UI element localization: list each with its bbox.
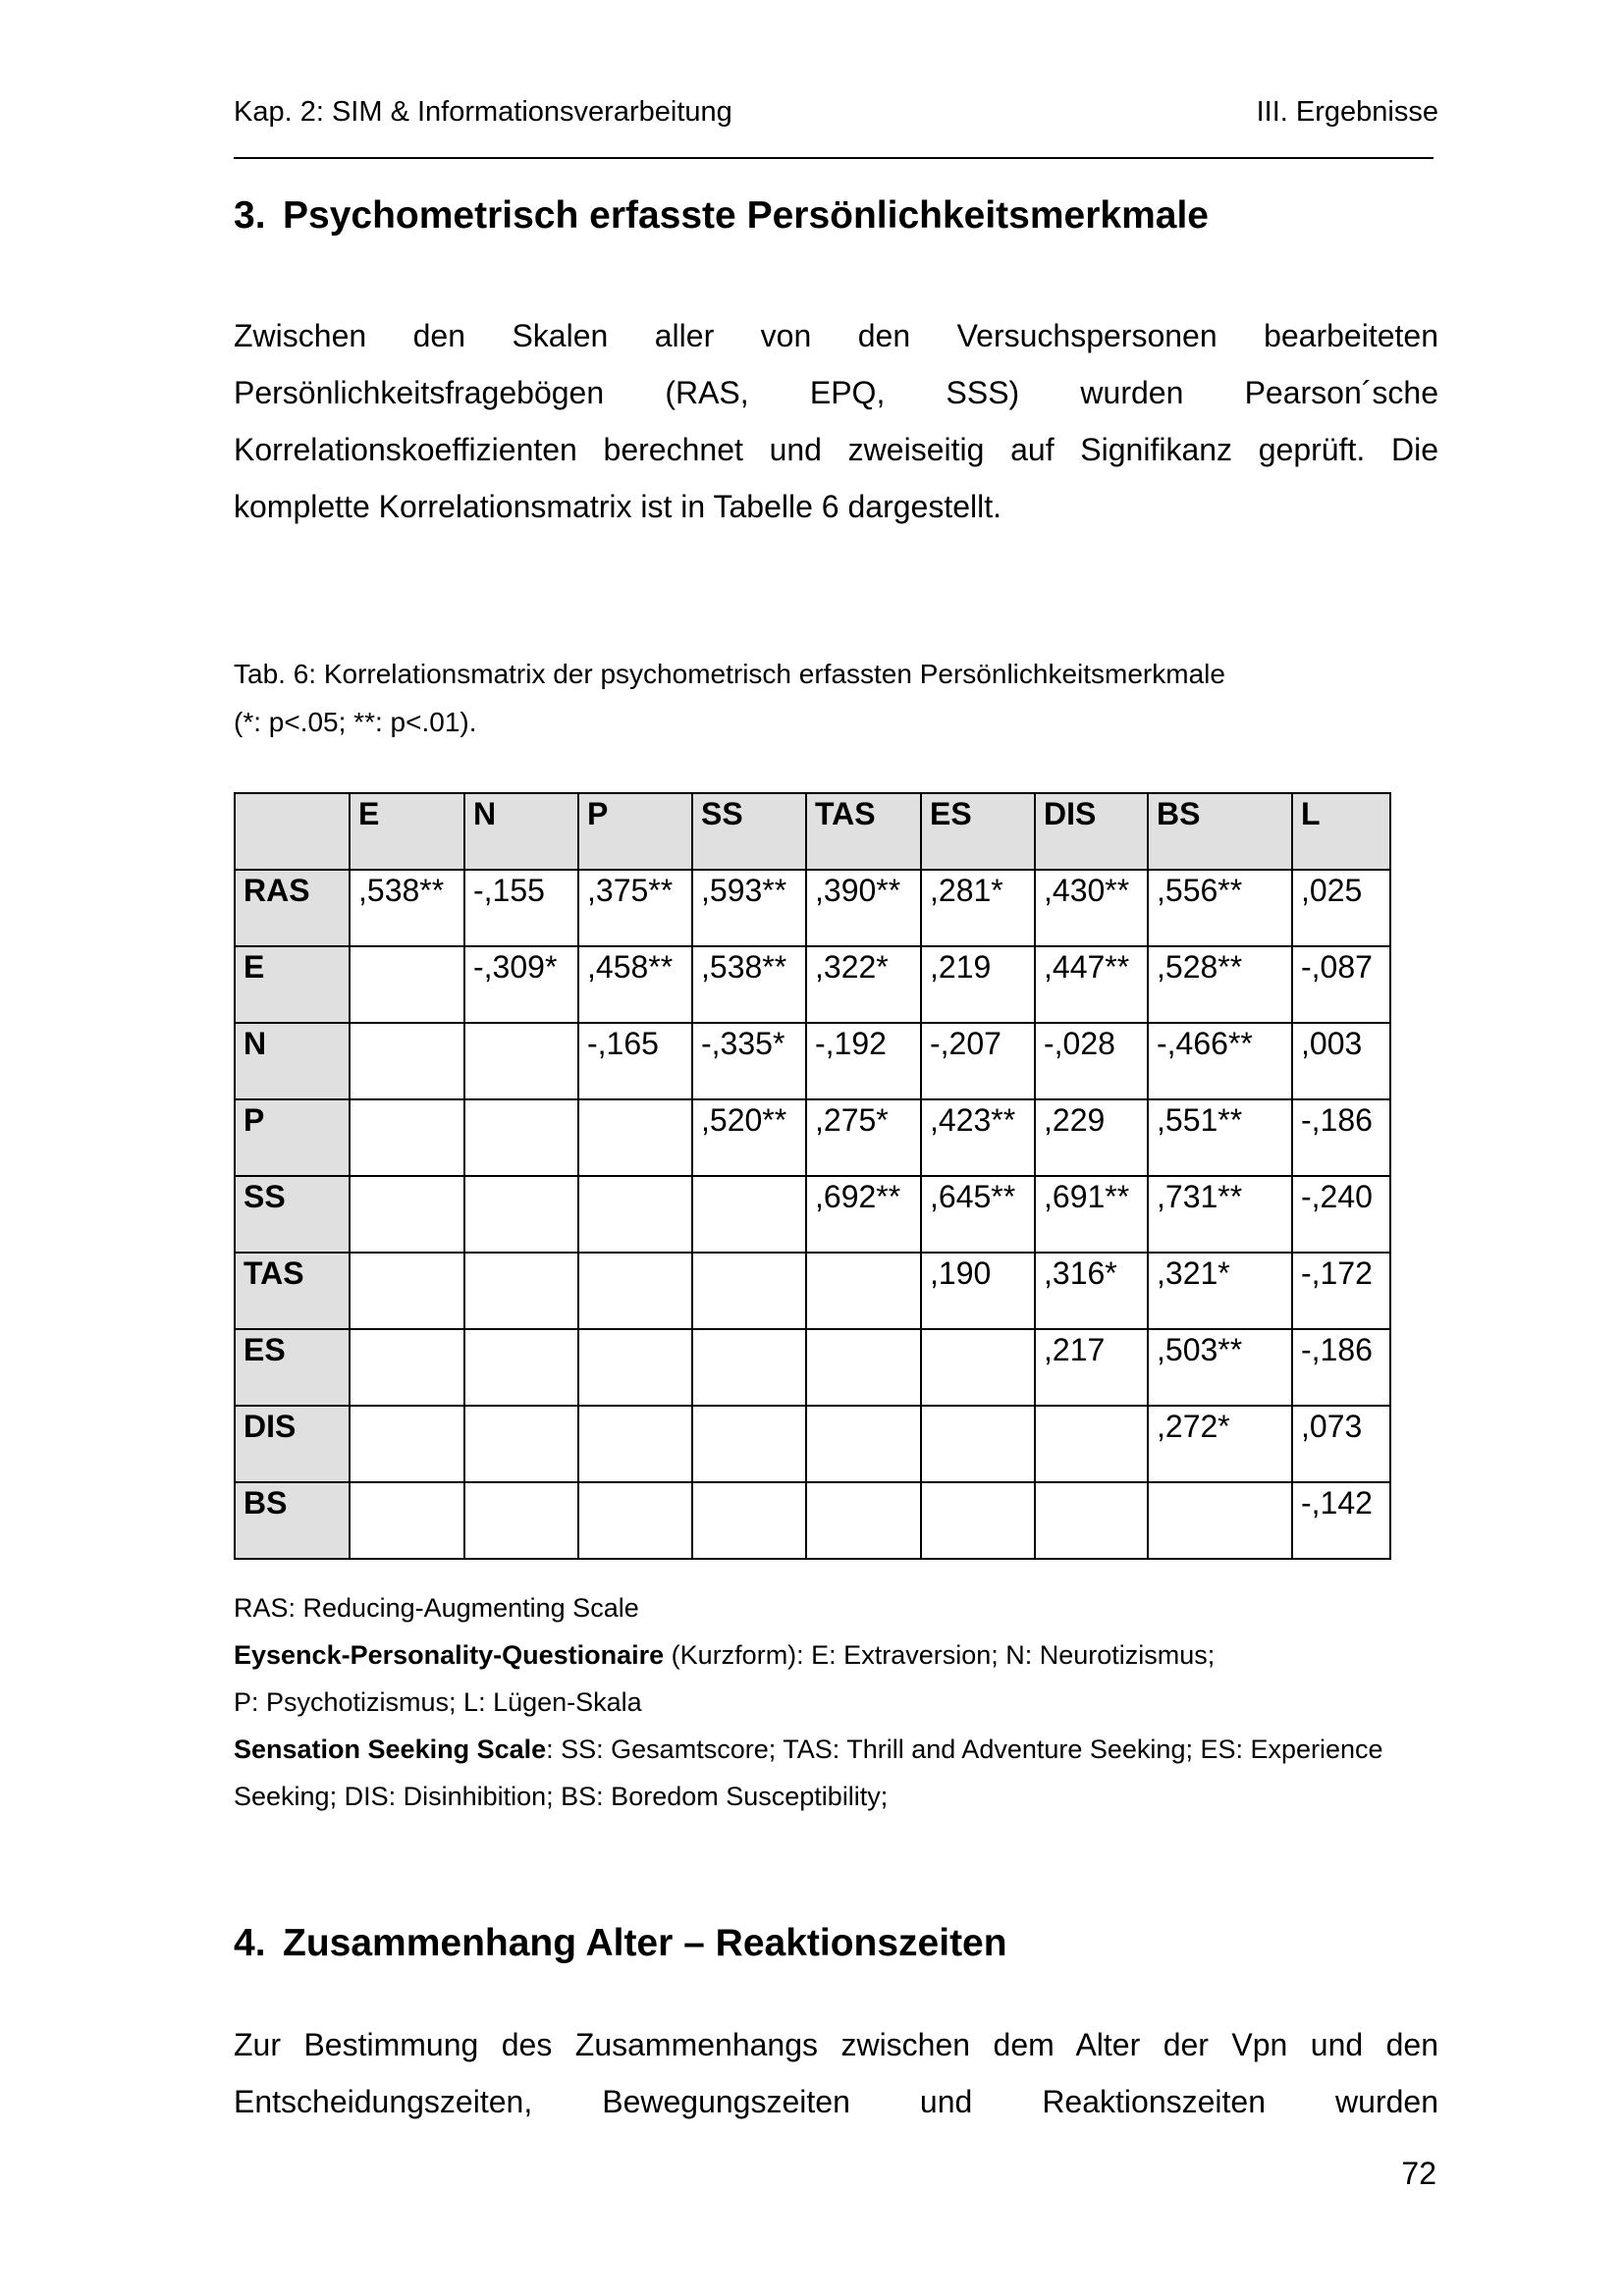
correlation-cell: ,219 — [921, 946, 1035, 1023]
table-row — [235, 1482, 1390, 1559]
section-4-title: Zusammenhang Alter – Reaktionszeiten — [283, 1922, 1007, 1964]
correlation-cell — [578, 1176, 692, 1253]
correlation-cell: ,520** — [692, 1099, 806, 1176]
correlation-cell: ,229 — [1035, 1099, 1148, 1176]
correlation-cell — [464, 1253, 578, 1329]
correlation-cell — [578, 1099, 692, 1176]
correlation-cell: ,423** — [921, 1099, 1035, 1176]
correlation-cell: ,025 — [1292, 870, 1390, 946]
correlation-cell: ,217 — [1035, 1329, 1148, 1406]
row-header: ES — [235, 1329, 350, 1406]
correlation-cell: -,192 — [806, 1023, 921, 1099]
table-row — [235, 1099, 1390, 1176]
correlation-cell: ,447** — [1035, 946, 1148, 1023]
correlation-cell: -,240 — [1292, 1176, 1390, 1253]
section-3-title: Psychometrisch erfasste Persönlichkeitsmerkmale — [283, 194, 1209, 237]
correlation-matrix-table — [234, 792, 1391, 1560]
correlation-cell: ,731** — [1148, 1176, 1292, 1253]
correlation-cell — [692, 1482, 806, 1559]
correlation-cell — [692, 1406, 806, 1482]
section-4-heading — [234, 1921, 1007, 1966]
row-header: N — [235, 1023, 350, 1099]
paragraph-line: komplette Korrelationsmatrix ist in Tabelle 6 dargestellt. — [234, 489, 1001, 524]
footnote-epq-text: (Kurzform): E: Extraversion; N: Neurotizismus; — [664, 1640, 1216, 1670]
paragraph-line: Zur Bestimmung des Zusammenhangs zwischen dem Alter der Vpn und den — [234, 2027, 1438, 2062]
column-header: DIS — [1035, 793, 1148, 870]
correlation-cell: ,645** — [921, 1176, 1035, 1253]
correlation-cell — [578, 1406, 692, 1482]
footnote-epq-cont: P: Psychotizismus; L: Lügen-Skala — [234, 1687, 642, 1717]
row-header: SS — [235, 1176, 350, 1253]
correlation-cell — [806, 1482, 921, 1559]
correlation-cell: -,186 — [1292, 1099, 1390, 1176]
row-header: P — [235, 1099, 350, 1176]
correlation-cell — [692, 1329, 806, 1406]
correlation-cell: ,458** — [578, 946, 692, 1023]
row-header: E — [235, 946, 350, 1023]
row-header: TAS — [235, 1253, 350, 1329]
correlation-cell: ,528** — [1148, 946, 1292, 1023]
correlation-cell — [806, 1406, 921, 1482]
correlation-cell: -,309* — [464, 946, 578, 1023]
correlation-cell: -,087 — [1292, 946, 1390, 1023]
correlation-cell: ,430** — [1035, 870, 1148, 946]
correlation-cell — [806, 1329, 921, 1406]
correlation-cell: ,322* — [806, 946, 921, 1023]
paragraph-line: Entscheidungszeiten, Bewegungszeiten und Reaktionszeiten wurden — [234, 2084, 1438, 2119]
correlation-cell — [921, 1482, 1035, 1559]
header-rule — [234, 157, 1434, 159]
correlation-cell: ,316* — [1035, 1253, 1148, 1329]
running-header-section: III. Ergebnisse — [1256, 96, 1438, 128]
footnote-sss-cont: Seeking; DIS: Disinhibition; BS: Boredom Susceptibility; — [234, 1782, 889, 1811]
table-caption: Tab. 6: Korrelationsmatrix der psychometrisch erfassten Persönlichkeitsmerkmale — [234, 659, 1225, 689]
correlation-cell: -,172 — [1292, 1253, 1390, 1329]
correlation-cell — [578, 1329, 692, 1406]
correlation-cell: ,190 — [921, 1253, 1035, 1329]
table-row — [235, 1176, 1390, 1253]
paragraph-line: Persönlichkeitsfragebögen (RAS, EPQ, SSS) wurden Pearson´sche — [234, 375, 1438, 410]
running-header-chapter: Kap. 2: SIM & Informationsverarbeitung — [234, 96, 732, 128]
section-3-paragraph — [234, 307, 1438, 535]
row-header: RAS — [235, 870, 350, 946]
table-row — [235, 1253, 1390, 1329]
footnote-sss — [234, 1726, 1383, 1773]
correlation-cell: ,692** — [806, 1176, 921, 1253]
correlation-cell: ,321* — [1148, 1253, 1292, 1329]
correlation-cell: ,275* — [806, 1099, 921, 1176]
table-row — [235, 1023, 1390, 1099]
correlation-cell: -,466** — [1148, 1023, 1292, 1099]
correlation-cell: -,028 — [1035, 1023, 1148, 1099]
column-header: E — [350, 793, 464, 870]
correlation-cell: ,003 — [1292, 1023, 1390, 1099]
correlation-cell — [464, 1482, 578, 1559]
footnote-epq — [234, 1631, 1215, 1679]
row-header: DIS — [235, 1406, 350, 1482]
correlation-cell: ,593** — [692, 870, 806, 946]
correlation-cell: ,538** — [692, 946, 806, 1023]
footnote-ras: RAS: Reducing-Augmenting Scale — [234, 1593, 639, 1623]
section-3-heading — [234, 193, 1209, 239]
correlation-cell — [1035, 1406, 1148, 1482]
correlation-cell: ,073 — [1292, 1406, 1390, 1482]
section-3-number: 3. — [234, 194, 266, 237]
correlation-cell — [350, 1099, 464, 1176]
paragraph-line: Korrelationskoeffizienten berechnet und zweiseitig auf Signifikanz geprüft. Die — [234, 432, 1438, 467]
correlation-cell — [350, 1329, 464, 1406]
correlation-cell — [806, 1253, 921, 1329]
correlation-cell: -,165 — [578, 1023, 692, 1099]
correlation-cell: -,207 — [921, 1023, 1035, 1099]
correlation-cell — [350, 1406, 464, 1482]
correlation-cell — [350, 1482, 464, 1559]
correlation-cell — [464, 1176, 578, 1253]
column-header: L — [1292, 793, 1390, 870]
correlation-cell — [692, 1253, 806, 1329]
row-header: BS — [235, 1482, 350, 1559]
correlation-cell: ,691** — [1035, 1176, 1148, 1253]
correlation-cell — [350, 1023, 464, 1099]
column-header: N — [464, 793, 578, 870]
correlation-cell: ,281* — [921, 870, 1035, 946]
correlation-cell — [692, 1176, 806, 1253]
table-row — [235, 946, 1390, 1023]
correlation-cell — [1035, 1482, 1148, 1559]
correlation-cell — [350, 1253, 464, 1329]
table-row — [235, 1406, 1390, 1482]
table-caption-significance: (*: p<.05; **: p<.01). — [234, 707, 477, 737]
table-corner-cell — [235, 793, 350, 870]
correlation-cell: -,335* — [692, 1023, 806, 1099]
correlation-cell — [464, 1329, 578, 1406]
column-header: TAS — [806, 793, 921, 870]
footnote-sss-title: Sensation Seeking Scale — [234, 1735, 547, 1764]
page-number: 72 — [1401, 2156, 1436, 2191]
column-header: SS — [692, 793, 806, 870]
correlation-cell: -,142 — [1292, 1482, 1390, 1559]
paragraph-line: Zwischen den Skalen aller von den Versuchspersonen bearbeiteten — [234, 318, 1438, 353]
correlation-cell: -,155 — [464, 870, 578, 946]
correlation-cell — [464, 1023, 578, 1099]
correlation-cell — [578, 1482, 692, 1559]
correlation-cell — [350, 1176, 464, 1253]
correlation-cell: ,556** — [1148, 870, 1292, 946]
correlation-cell: ,538** — [350, 870, 464, 946]
footnote-epq-title: Eysenck-Personality-Questionaire — [234, 1640, 665, 1670]
table-row — [235, 1329, 1390, 1406]
table-header-row — [235, 793, 1390, 870]
correlation-cell — [578, 1253, 692, 1329]
column-header: BS — [1148, 793, 1292, 870]
section-4-paragraph — [234, 2016, 1438, 2130]
column-header: P — [578, 793, 692, 870]
correlation-cell — [921, 1406, 1035, 1482]
section-4-number: 4. — [234, 1922, 266, 1964]
correlation-cell — [464, 1099, 578, 1176]
correlation-cell: -,186 — [1292, 1329, 1390, 1406]
correlation-cell — [1148, 1482, 1292, 1559]
correlation-cell: ,375** — [578, 870, 692, 946]
correlation-cell — [350, 946, 464, 1023]
correlation-cell: ,390** — [806, 870, 921, 946]
table-row — [235, 870, 1390, 946]
correlation-cell — [464, 1406, 578, 1482]
correlation-cell: ,551** — [1148, 1099, 1292, 1176]
correlation-cell: ,503** — [1148, 1329, 1292, 1406]
column-header: ES — [921, 793, 1035, 870]
correlation-cell — [921, 1329, 1035, 1406]
correlation-cell: ,272* — [1148, 1406, 1292, 1482]
footnote-sss-text: : SS: Gesamtscore; TAS: Thrill and Adventure Seeking; ES: Experience — [546, 1735, 1383, 1764]
